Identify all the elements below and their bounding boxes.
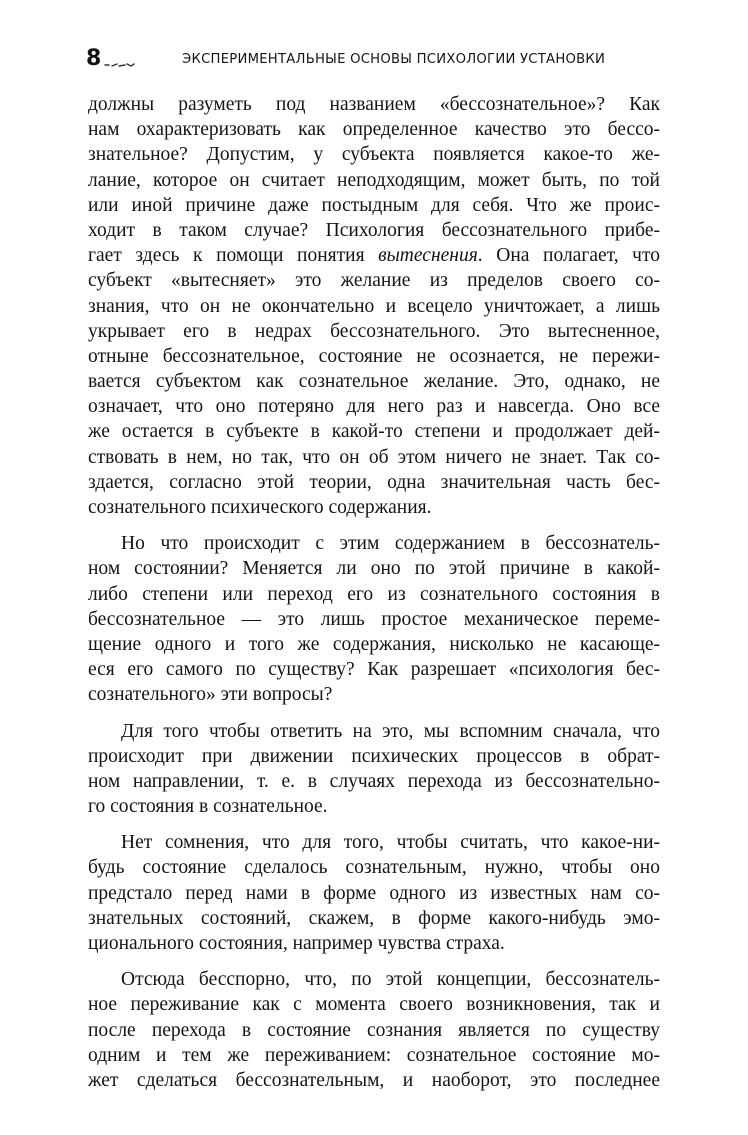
text-line: ционального состояния, например чувства страха. — [88, 933, 505, 954]
text-line: вается субъектом как сознательное желание. Это, однако, не — [88, 371, 660, 393]
text-line: Для того чтобы ответить на это, мы вспомним сначала, что — [121, 720, 660, 742]
text-line: здается, согласно этой теории, одна значительная часть бес- — [88, 471, 660, 493]
text-line: еся его самого по существу? Как разрешает «психология бес- — [88, 659, 660, 681]
text-line: либо степени или переход его из сознательного состояния в — [88, 583, 660, 605]
text-line: предстало перед нами в форме одного из известных нам со- — [88, 882, 660, 904]
paragraph-spacer — [88, 708, 660, 719]
text-line: или иной причине даже постыдным для себя. Что же проис- — [88, 194, 660, 216]
body-text — [88, 92, 660, 1093]
text-line: субъект «вытесняет» это желание из пределов своего со- — [88, 270, 660, 292]
text-line: Нет сомнения, что для того, чтобы считать, что какое-ни- — [121, 832, 660, 854]
text-line: сознательного» эти вопросы? — [88, 684, 333, 706]
text-line: ном состоянии? Меняется ли оно по этой причине в какой- — [88, 558, 660, 580]
text-line: укрывает его в недрах бессознательного. Это вытесненное, — [88, 320, 660, 342]
text-line: нам охарактеризовать как определенное качество это бессо- — [88, 119, 660, 141]
text-line-with-emphasis — [88, 243, 660, 268]
text-line: ном направлении, т. е. в случаях перехода из бессознательно- — [88, 770, 660, 792]
text-line: знательное? Допустим, у субъекта появляется какое-то же- — [88, 144, 660, 166]
text-line: означает, что оно потеряно для него раз и навсегда. Оно все — [88, 396, 660, 418]
page-number: 8 — [86, 46, 102, 71]
text-line: ходит в таком случае? Психология бессознательного прибе- — [88, 219, 660, 241]
text-line: жет сделаться бессознательным, и наоборот, это последнее — [88, 1069, 660, 1091]
page-number-ornament — [104, 59, 136, 69]
paragraph-3 — [88, 719, 660, 820]
text-line: ное переживание как с момента своего возникновения, так и — [88, 994, 660, 1016]
text-line: сознательного психического содержания. — [88, 497, 432, 518]
text-line: должны разуметь под названием «бессознательное»? Как — [88, 94, 660, 115]
running-title: ЭКСПЕРИМЕНТАЛЬНЫЕ ОСНОВЫ ПСИХОЛОГИИ УСТАНОВКИ — [182, 52, 606, 67]
text-line: бессознательное — это лишь простое механическое переме- — [88, 608, 660, 630]
text-line: происходит при движении психических процессов в обрат- — [88, 745, 660, 767]
text-line: лание, которое он считает неподходящим, может быть, по той — [88, 169, 660, 191]
text-line: Но что происходит с этим содержанием в бессознатель- — [121, 533, 660, 555]
text-line: го состояния в сознательное. — [88, 796, 328, 818]
text-line: знательных состояний, скажем, в форме какого-нибудь эмо- — [88, 907, 660, 929]
text-line: щение одного и того же содержания, нисколько не касающе- — [88, 633, 660, 655]
text-line: ствовать в нем, но так, что он об этом ничего не знает. Так со- — [88, 446, 660, 468]
paragraph-5 — [88, 967, 660, 1093]
text-line-end: . Она полагает, что — [477, 245, 660, 267]
page-header — [86, 44, 666, 74]
text-line: отныне бессознательное, состояние не осознается, не пережи- — [88, 345, 660, 367]
paragraph-spacer — [88, 520, 660, 531]
text-line: Отсюда бесспорно, что, по этой концепции, бессознатель- — [121, 969, 660, 991]
text-line: одним и тем же переживанием: сознательное состояние мо- — [88, 1044, 660, 1066]
paragraph-1 — [88, 92, 660, 520]
emphasized-term: вытеснения — [378, 245, 478, 267]
paragraph-2 — [88, 531, 660, 707]
text-line: же остается в субъекте в какой-то степени и продолжает дей- — [88, 421, 660, 443]
paragraph-spacer — [88, 819, 660, 830]
paragraph-4 — [88, 830, 660, 956]
text-line: будь состояние сделалось сознательным, нужно, чтобы оно — [88, 857, 660, 879]
text-line-start: гает здесь к помощи понятия — [88, 245, 379, 267]
text-line: после перехода в состояние сознания является по существу — [88, 1019, 660, 1041]
text-line: знания, что он не окончательно и всецело уничтожает, а лишь — [88, 295, 660, 317]
paragraph-spacer — [88, 956, 660, 967]
